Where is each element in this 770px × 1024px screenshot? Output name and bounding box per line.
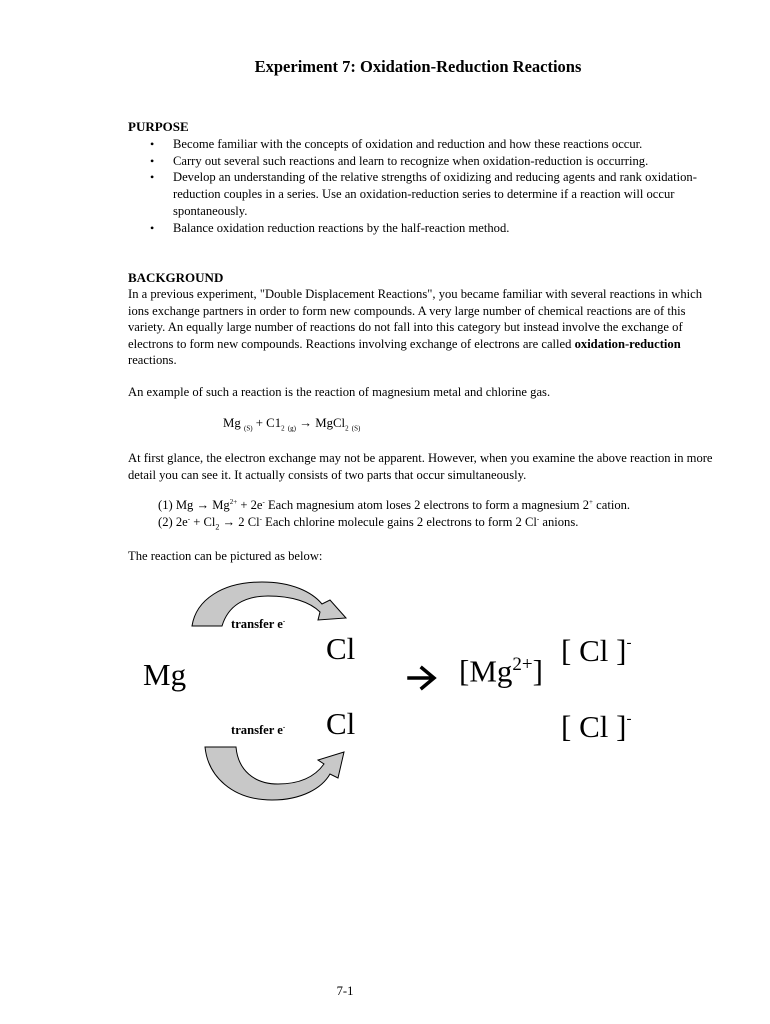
equation-product: MgCl: [315, 416, 346, 430]
transfer-label-bottom: [231, 723, 285, 738]
equation-cl: + C1: [255, 416, 282, 430]
half-subscript: 2: [215, 522, 220, 532]
transfer-text: transfer e: [231, 617, 283, 632]
half-text: Mg: [212, 498, 230, 513]
paragraph-text: reactions.: [128, 353, 177, 367]
magnesium-ion: [459, 653, 543, 689]
chloride-ion-bottom: [561, 711, 631, 742]
page-number: 7-1: [336, 984, 354, 998]
half-reaction-1: [158, 498, 630, 513]
charge-superscript: -: [187, 515, 191, 523]
equation-subscript: 2: [345, 424, 349, 433]
purpose-bullet: • Balance oxidation reduction reactions by the half-reaction method.: [128, 220, 718, 237]
page-title: Experiment 7: Oxidation-Reduction Reactions: [254, 57, 582, 76]
big-reaction-arrow-icon: [409, 668, 434, 688]
chlorine-atom-bottom: Cl: [326, 706, 356, 741]
ion-text: [ Cl ]: [561, 709, 627, 744]
charge-superscript: -: [259, 515, 262, 523]
ion-text: [Mg: [459, 653, 513, 689]
reaction-arrow-icon: →: [196, 498, 210, 513]
half-description: cation.: [593, 498, 631, 513]
chlorine-atom-top: Cl: [326, 631, 356, 666]
background-paragraph-1: [128, 286, 718, 369]
half-text: (1) Mg: [158, 498, 194, 513]
transfer-label-top: [231, 617, 285, 632]
reaction-arrow-icon: →: [222, 515, 236, 530]
electron-transfer-diagram: [0, 570, 770, 810]
transfer-text: transfer e: [231, 723, 283, 738]
purpose-bullet: • Develop an understanding of the relative strengths of oxidizing and reducing agents and rank oxidation-reduction couples in a series. Use an oxidation-reduction series to determine if a reaction will occur spontaneously.: [128, 169, 718, 219]
background-paragraph-4: The reaction can be pictured as below:: [128, 549, 323, 563]
half-description: Each chlorine molecule gains 2 electrons to form 2 Cl: [261, 515, 537, 530]
emphasized-term: oxidation-reduction: [574, 336, 681, 351]
equation-subscript: 2: [281, 424, 285, 433]
background-heading: BACKGROUND: [128, 270, 224, 285]
paragraph-text: In a previous experiment, "Double Displacement Reactions", you became familiar with several reactions in which ions exchange partners in order to form new compounds. A very large number of chemical reactions are of this variety. An equally large number of reactions do not fall into this category but instead involve the exchange of electrons to form new compounds. Reactions involving exchange of electrons are called: [128, 287, 703, 351]
half-text: 2 Cl: [235, 515, 260, 530]
equation-mg: Mg: [223, 416, 241, 430]
half-text: + Cl: [190, 515, 216, 530]
background-paragraph-3: At first glance, the electron exchange may not be apparent. However, when you examine the above reaction in more detail you can see it. It actually consists of two parts that occur simultaneously.: [128, 451, 713, 482]
purpose-list: [128, 136, 718, 236]
charge-superscript: -: [626, 711, 632, 727]
charge-superscript: 2+: [512, 654, 533, 675]
half-text: + 2e: [237, 498, 263, 513]
equation-state: (S): [243, 424, 253, 433]
magnesium-atom: Mg: [143, 657, 187, 692]
purpose-bullet: • Carry out several such reactions and learn to recognize when oxidation-reduction is occurring.: [128, 153, 718, 170]
ion-text: ]: [532, 653, 543, 689]
chloride-ion-top: [561, 635, 631, 666]
ion-text: [ Cl ]: [561, 633, 627, 668]
half-description: Each magnesium atom loses 2 electrons to form a magnesium 2: [264, 498, 590, 513]
charge-superscript: -: [282, 723, 286, 731]
charge-superscript: -: [536, 515, 540, 523]
charge-superscript: +: [589, 498, 593, 506]
background-paragraph-2: An example of such a reaction is the reaction of magnesium metal and chlorine gas.: [128, 385, 551, 399]
charge-superscript: -: [262, 498, 265, 506]
equation-state: (S): [351, 424, 361, 433]
charge-superscript: 2+: [229, 498, 238, 506]
charge-superscript: -: [626, 635, 632, 651]
half-text: (2) 2e: [158, 515, 188, 530]
half-reaction-2: [158, 515, 578, 532]
reaction-equation: [223, 416, 360, 433]
charge-superscript: -: [282, 617, 286, 625]
equation-state: (g): [287, 424, 296, 433]
half-description: anions.: [539, 515, 579, 530]
purpose-bullet: • Become familiar with the concepts of oxidation and reduction and how these reactions occur.: [128, 136, 718, 153]
purpose-heading: PURPOSE: [128, 119, 189, 134]
bottom-transfer-arrow-icon: [205, 747, 344, 800]
reaction-arrow-icon: →: [299, 416, 312, 430]
